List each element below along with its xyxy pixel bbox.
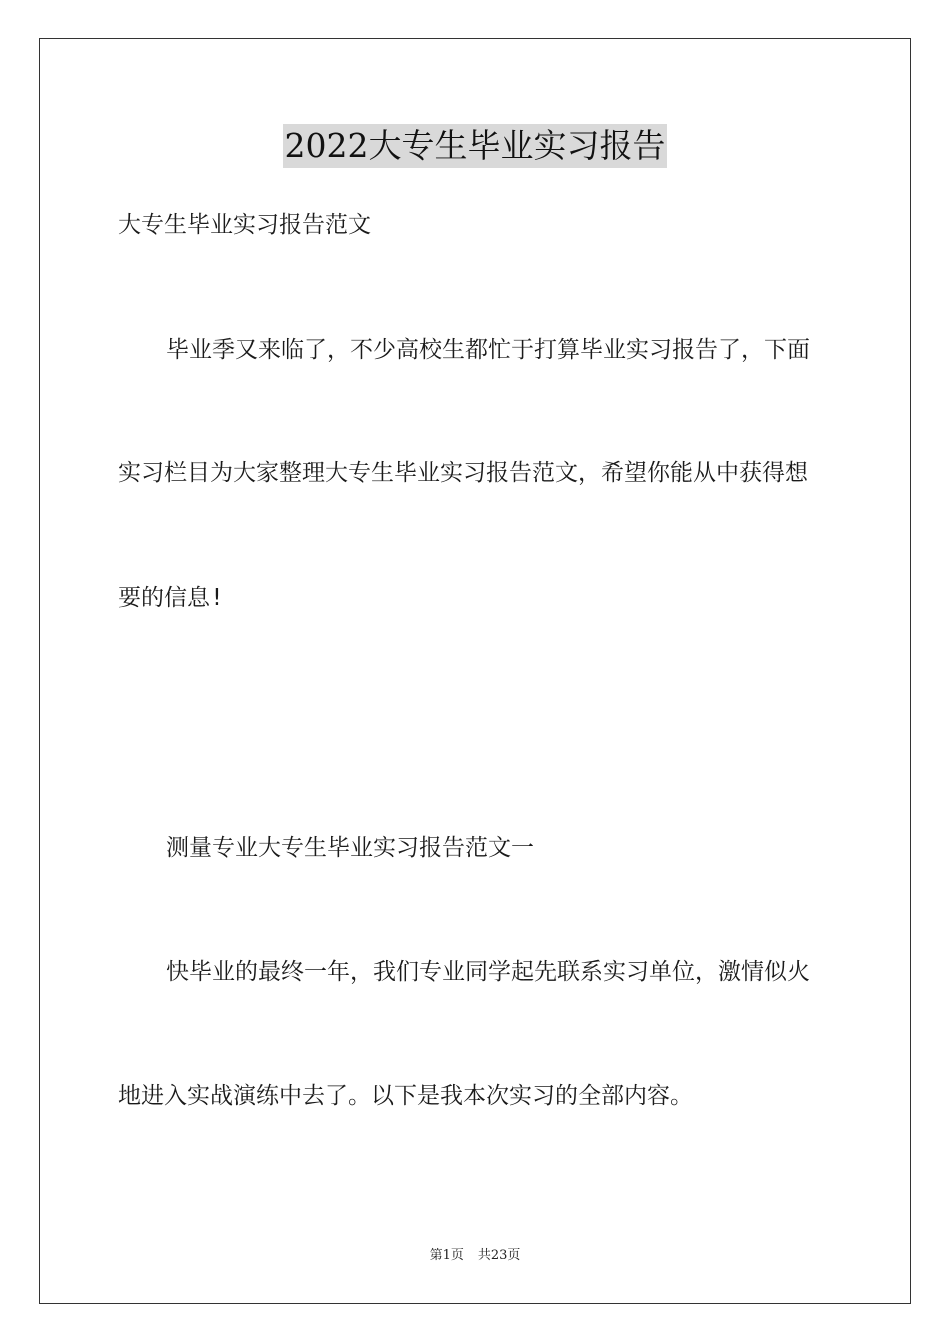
page-total: 共23页 xyxy=(477,1248,521,1263)
paragraph-2-line-2: 地进入实战演练中去了。以下是我本次实习的全部内容。 xyxy=(118,1083,693,1109)
page-footer xyxy=(0,1246,950,1266)
section-heading: 测量专业大专生毕业实习报告范文一 xyxy=(166,835,534,861)
paragraph-1-line-2: 实习栏目为大家整理大专生毕业实习报告范文，希望你能从中获得想 xyxy=(118,460,808,486)
document-subtitle: 大专生毕业实习报告范文 xyxy=(118,212,371,238)
title-container xyxy=(0,124,950,168)
document-title: 2022大专生毕业实习报告 xyxy=(283,124,668,168)
paragraph-1-line-3: 要的信息! xyxy=(118,585,224,611)
page-number: 第1页 xyxy=(429,1248,464,1263)
paragraph-1-line-1: 毕业季又来临了，不少高校生都忙于打算毕业实习报告了，下面 xyxy=(166,337,810,363)
paragraph-2-line-1: 快毕业的最终一年，我们专业同学起先联系实习单位，激情似火 xyxy=(166,959,810,985)
